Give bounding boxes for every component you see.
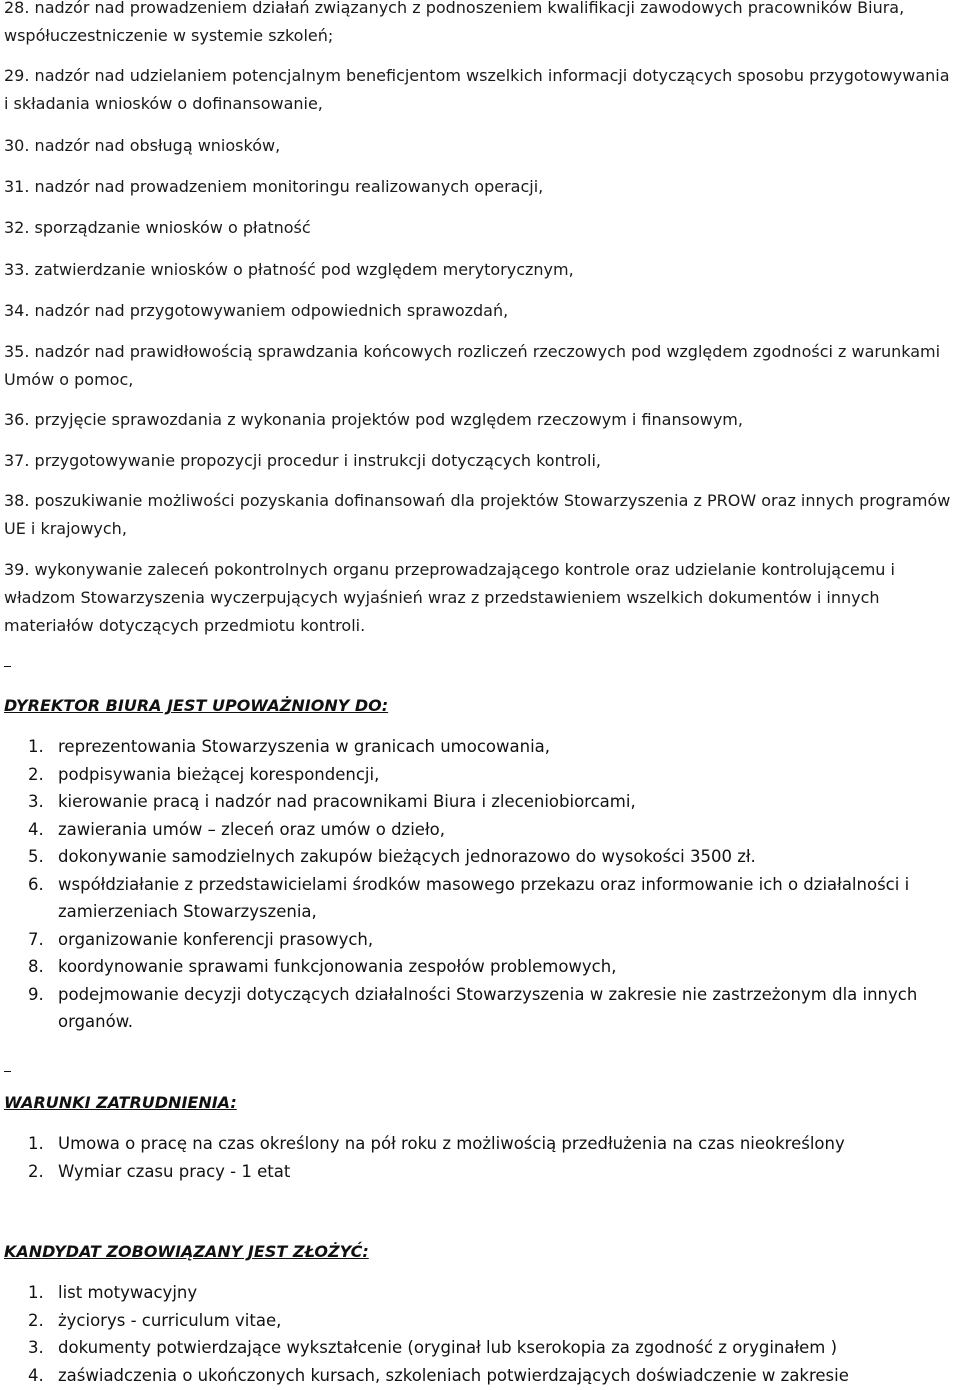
list-item xyxy=(4,1307,956,1335)
item-number: 38. xyxy=(4,491,30,510)
item-text: przygotowywanie propozycji procedur i instrukcji dotyczących kontroli, xyxy=(34,451,601,470)
separator-dash xyxy=(4,1071,11,1072)
item-text: współdziałanie z przedstawicielami środków masowego przekazu oraz informowanie ich o działalności i zamierzeniach Stowarzyszenia, xyxy=(58,874,910,921)
item-text: dokonywanie samodzielnych zakupów bieżących jednorazowo do wysokości 3500 zł. xyxy=(58,847,756,866)
list-item xyxy=(4,843,956,871)
list-item-37 xyxy=(4,447,956,475)
item-text: nadzór nad przygotowywaniem odpowiednich sprawozdań, xyxy=(34,301,509,320)
item-text: koordynowanie sprawami funkcjonowania zespołów problemowych, xyxy=(58,957,617,976)
item-text: podejmowanie decyzji dotyczących działalności Stowarzyszenia w zakresie nie zastrzeżonym dla innych organów. xyxy=(58,984,918,1031)
list-item-29 xyxy=(4,62,956,118)
item-number: 39. xyxy=(4,560,30,579)
separator-dash xyxy=(4,666,11,667)
item-number: 7. xyxy=(28,929,44,949)
employment-list xyxy=(4,1130,956,1185)
list-item-35 xyxy=(4,338,956,394)
item-text: sporządzanie wniosków o płatność xyxy=(34,218,311,237)
item-number: 6. xyxy=(28,874,44,894)
list-item xyxy=(4,1158,956,1186)
list-item-32 xyxy=(4,214,956,242)
item-number: 3. xyxy=(28,792,44,811)
item-text: Umowa o pracę na czas określony na pół roku z możliwością przedłużenia na czas nieokreślony xyxy=(58,1134,845,1153)
list-item-38 xyxy=(4,487,956,543)
item-number: 4. xyxy=(28,1365,44,1385)
list-item xyxy=(4,1334,956,1362)
item-text: nadzór nad udzielaniem potencjalnym beneficjentom wszelkich informacji dotyczących sposobu przygotowywania i składania wniosków o dofinansowanie, xyxy=(4,66,950,113)
item-number: 35. xyxy=(4,342,30,361)
list-item xyxy=(4,953,956,981)
item-number: 5. xyxy=(28,847,44,866)
item-number: 8. xyxy=(28,957,44,976)
item-text: życiorys - curriculum vitae, xyxy=(58,1310,282,1330)
list-item xyxy=(4,926,956,954)
item-text: poszukiwanie możliwości pozyskania dofinansowań dla projektów Stowarzyszenia z PROW oraz innych programów UE i krajowych, xyxy=(4,491,951,538)
item-number: 28. xyxy=(4,0,30,17)
item-text: Wymiar czasu pracy - 1 etat xyxy=(58,1161,291,1181)
item-text: wykonywanie zaleceń pokontrolnych organu przeprowadzającego kontrole oraz udzielanie kontrolującemu i władzom Stowarzyszenia wyczerpujących wyjaśnień wraz z przedstawieniem wszelkich dokumentów i innych materiałów dotyczących przedmiotu kontroli. xyxy=(4,560,895,635)
list-item-39 xyxy=(4,556,956,640)
list-item xyxy=(4,981,956,1036)
item-text: reprezentowania Stowarzyszenia w granicach umocowania, xyxy=(58,737,551,756)
list-item xyxy=(4,816,956,844)
item-number: 1. xyxy=(28,1283,44,1302)
item-text: kierowanie pracą i nadzór nad pracownikami Biura i zleceniobiorcami, xyxy=(58,792,636,811)
section-heading-authorized: DYREKTOR BIURA JEST UPOWAŻNIONY DO: xyxy=(4,696,389,715)
item-number: 4. xyxy=(28,819,44,839)
section-heading-employment: WARUNKI ZATRUDNIENIA: xyxy=(4,1093,237,1112)
item-number: 1. xyxy=(28,737,44,756)
list-item xyxy=(4,761,956,789)
list-item xyxy=(4,1130,956,1158)
item-text: zatwierdzanie wniosków o płatność pod względem merytorycznym, xyxy=(34,260,574,279)
list-item xyxy=(4,733,956,761)
item-text: zaświadczenia o ukończonych kursach, szkoleniach potwierdzających doświadczenie w zakresie xyxy=(58,1365,849,1385)
item-text: zawierania umów – zleceń oraz umów o dzieło, xyxy=(58,819,445,839)
item-number: 9. xyxy=(28,984,44,1004)
item-text: nadzór nad obsługą wniosków, xyxy=(34,136,281,155)
list-item-33 xyxy=(4,256,956,284)
list-item xyxy=(4,788,956,816)
item-text: nadzór nad prawidłowością sprawdzania końcowych rozliczeń rzeczowych pod względem zgodności z warunkami Umów o pomoc, xyxy=(4,342,941,389)
list-item xyxy=(4,1362,956,1390)
item-number: 37. xyxy=(4,451,30,470)
item-text: organizowanie konferencji prasowych, xyxy=(58,929,374,949)
list-item-36 xyxy=(4,406,956,434)
item-text: podpisywania bieżącej korespondencji, xyxy=(58,764,380,784)
authorized-list xyxy=(4,733,956,1036)
item-number: 2. xyxy=(28,1161,44,1181)
list-item-30 xyxy=(4,132,956,160)
list-item-31 xyxy=(4,173,956,201)
list-item-28 xyxy=(4,0,956,50)
list-item xyxy=(4,871,956,926)
item-text: nadzór nad prowadzeniem monitoringu realizowanych operacji, xyxy=(34,177,544,196)
section-heading-candidate: KANDYDAT ZOBOWIĄZANY JEST ZŁOŻYĆ: xyxy=(4,1242,369,1261)
list-item-34 xyxy=(4,297,956,325)
item-number: 33. xyxy=(4,260,30,279)
candidate-list xyxy=(4,1279,956,1389)
item-number: 31. xyxy=(4,177,30,196)
item-text: list motywacyjny xyxy=(58,1283,198,1302)
item-text: nadzór nad prowadzeniem działań związanych z podnoszeniem kwalifikacji zawodowych pracowników Biura, współuczestniczenie w systemie szkoleń; xyxy=(4,0,905,45)
item-number: 29. xyxy=(4,66,30,85)
item-number: 1. xyxy=(28,1134,44,1153)
item-number: 30. xyxy=(4,136,30,155)
item-number: 36. xyxy=(4,410,30,429)
item-text: dokumenty potwierdzające wykształcenie (oryginał lub kserokopia za zgodność z oryginałem ) xyxy=(58,1338,838,1357)
list-item xyxy=(4,1279,956,1307)
item-number: 3. xyxy=(28,1338,44,1357)
item-number: 32. xyxy=(4,218,30,237)
item-number: 34. xyxy=(4,301,30,320)
item-number: 2. xyxy=(28,1310,44,1330)
item-text: przyjęcie sprawozdania z wykonania projektów pod względem rzeczowym i finansowym, xyxy=(34,410,743,429)
item-number: 2. xyxy=(28,764,44,784)
